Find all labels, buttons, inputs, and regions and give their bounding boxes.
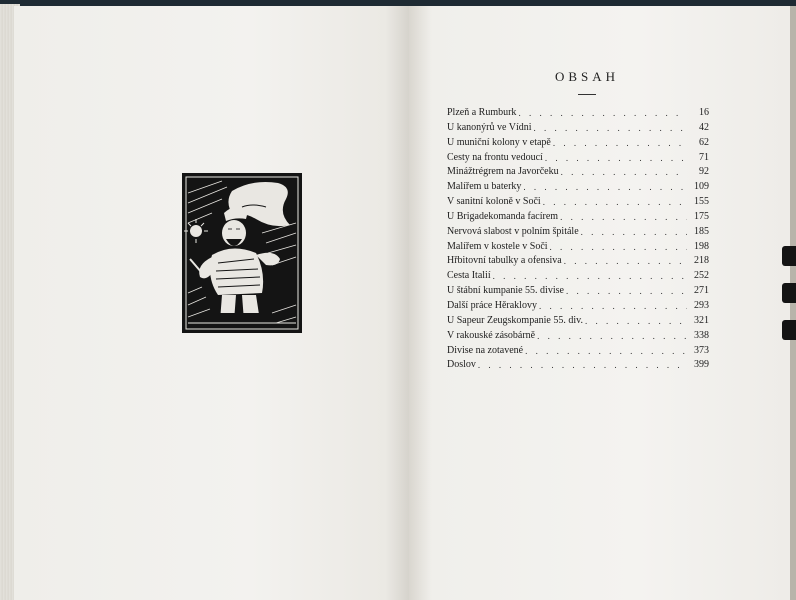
toc-entry-label: Divise na zotavené [447,344,524,356]
toc-entry-page-number: 185 [694,225,709,237]
toc-entry-page-number: 373 [694,344,709,356]
toc-entry-page-number: 198 [694,240,709,252]
toc-leader-dots [543,195,687,210]
toc-entry-page-number: 62 [699,136,709,148]
toc-entry [447,165,709,180]
toc-entry-label: Nervová slabost v polním špitále [447,225,579,237]
right-page-edge [790,6,796,600]
toc-entry [447,180,709,195]
toc-entry [447,329,709,344]
toc-entry [447,299,709,314]
toc-entry-page-number: 92 [699,166,709,178]
toc-entry-label: U Brigadekomanda facírem [447,210,559,222]
toc-entry-label: Cesta Italií [447,270,491,282]
toc-entry [447,136,709,151]
toc-entry-page-number: 218 [694,255,709,267]
toc-leader-dots [553,136,687,151]
toc-entry-page-number: 155 [694,196,709,208]
toc-leader-dots [550,240,687,255]
toc-title: OBSAH [554,69,620,84]
toc-entry [447,195,709,210]
toc-entry [447,210,709,225]
toc-entry-label: Plzeň a Rumburk [447,107,517,118]
toc-leader-dots [534,121,687,136]
toc-leader-dots [525,344,687,359]
toc-entry-label: U kanonýrů ve Vídni [447,121,532,133]
toc-leader-dots [539,299,687,314]
toc-entry [447,358,709,373]
toc-entry-label: U muniční kolony v etapě [447,136,551,148]
toc-title-rule [578,94,596,95]
toc-entry-page-number: 175 [694,210,709,222]
toc-leader-dots [566,284,687,299]
toc-entry [447,254,709,269]
toc-entry [447,314,709,329]
toc-entry-page-number: 338 [694,329,709,341]
toc-entry-label: U štábní kumpanie 55. divise [447,285,564,297]
toc-entry [447,121,709,136]
toc-entry-label: Hřbitovní tabulky a ofensiva [447,255,562,267]
toc-entry-label: Malířem v kostele v Soči [447,240,548,252]
binder-clip-bottom [782,320,796,340]
toc-entry [447,284,709,299]
binder-clip-top [782,246,796,266]
toc-entry [447,106,709,121]
toc-entry-page-number: 252 [694,270,709,282]
toc-entry-page-number: 42 [699,121,709,133]
toc-leader-dots [581,225,687,240]
toc-entry-label: Minážtrégrem na Javorčeku [447,166,559,178]
toc-leader-dots [560,210,687,225]
toc-entry-label: Doslov [447,359,476,371]
toc-entry-page-number: 109 [694,181,709,193]
toc-entry [447,225,709,240]
toc-entry [447,269,709,284]
toc-entry-page-number: 399 [694,359,709,371]
toc-entry-page-number: 16 [699,107,709,118]
toc-entry-label: Cesty na frontu vedoucí [447,151,543,163]
toc-leader-dots [585,314,687,329]
toc-entry-page-number: 71 [699,151,709,163]
toc-leader-dots [545,151,687,166]
toc-entry-page-number: 271 [694,285,709,297]
toc-leader-dots [564,254,687,269]
toc-entry-label: Malířem u baterky [447,181,522,193]
toc-entry-page-number: 293 [694,299,709,311]
toc-entry [447,151,709,166]
toc-entry-label: U Sapeur Zeugskompanie 55. div. [447,314,583,326]
toc-leader-dots [478,358,687,373]
toc-leader-dots [523,180,687,195]
toc-entry-page-number: 321 [694,314,709,326]
table-of-contents [447,106,709,373]
toc-leader-dots [493,269,687,284]
toc-leader-dots [561,165,687,180]
woodcut-painter-icon [182,173,302,333]
toc-leader-dots [518,106,687,121]
toc-entry-label: V rakouské zásobárně [447,329,536,341]
toc-entry [447,240,709,255]
toc-entry-label: V sanitní koloně v Soči [447,196,541,208]
binder-clip-middle [782,283,796,303]
toc-entry [447,344,709,359]
toc-leader-dots [537,329,687,344]
toc-entry-label: Další práce Hěraklovy [447,299,537,311]
